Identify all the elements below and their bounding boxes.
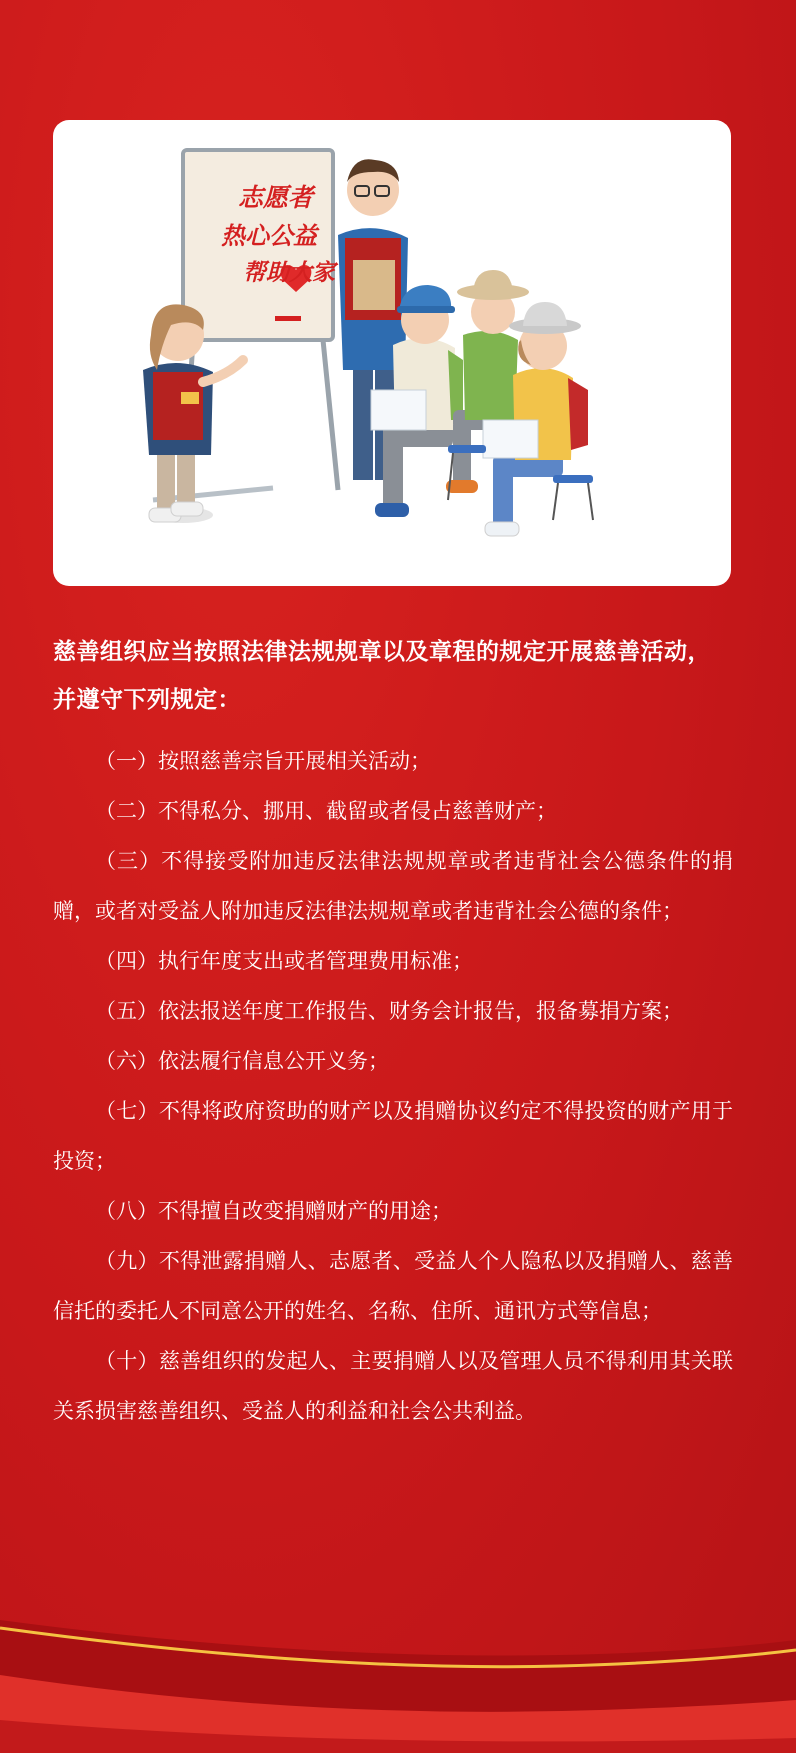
- regulation-item: （四）执行年度支出或者管理费用标准；: [95, 949, 473, 973]
- regulation-item: （八）不得擅自改变捐赠财产的用途；: [95, 1199, 452, 1223]
- illustration-card: [53, 120, 731, 586]
- regulation-item: （七）不得将政府资助的财产以及捐赠协议约定不得投资的财产用于投资；: [53, 1099, 733, 1173]
- board-line-2: 热心公益: [221, 221, 317, 250]
- regulation-item: （三）不得接受附加违反法律法规规章或者违背社会公德条件的捐赠，或者对受益人附加违反法律法规规章或者违背社会公德的条件；: [53, 849, 733, 923]
- regulation-item: （十）慈善组织的发起人、主要捐赠人以及管理人员不得利用其关联关系损害慈善组织、受益人的利益和社会公共利益。: [53, 1349, 733, 1423]
- regulation-item: （一）按照慈善宗旨开展相关活动；: [95, 749, 431, 773]
- board-line-3: 帮助大家: [243, 259, 335, 286]
- regulation-content: [53, 628, 733, 1436]
- volunteer-illustration: [53, 120, 731, 586]
- regulation-item: （五）依法报送年度工作报告、财务会计报告，报备募捐方案；: [95, 999, 683, 1023]
- regulation-list: [53, 736, 733, 1436]
- regulation-item: （九）不得泄露捐赠人、志愿者、受益人个人隐私以及捐赠人、慈善信托的委托人不同意公开的姓名、名称、住所、通讯方式等信息；: [53, 1249, 733, 1323]
- decorative-wave: [0, 1600, 796, 1753]
- intro-heading: 慈善组织应当按照法律法规规章以及章程的规定开展慈善活动，并遵守下列规定：: [53, 639, 711, 713]
- regulation-item: （六）依法履行信息公开义务；: [95, 1049, 389, 1073]
- regulation-item: （二）不得私分、挪用、截留或者侵占慈善财产；: [95, 799, 557, 823]
- board-line-1: 志愿者: [238, 183, 314, 212]
